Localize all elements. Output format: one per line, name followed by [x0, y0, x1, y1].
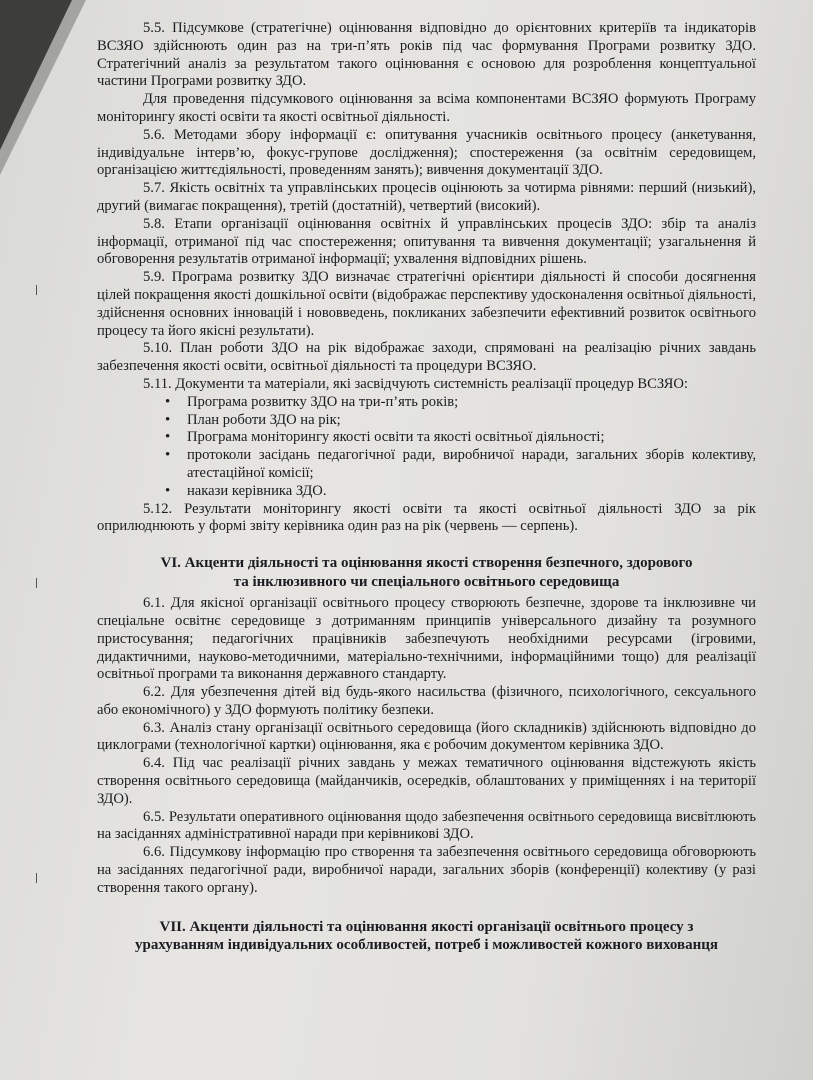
section-7-heading-line1: VII. Акценти діяльності та оцінювання якості організації освітнього процесу з: [159, 918, 694, 935]
paragraph-5-5-continued: Для проведення підсумкового оцінювання за всіма компонентами ВСЗЯО формують Програму моніторингу якості освіти та якості освітньої діяльності.: [97, 91, 756, 125]
paragraph-5-9: 5.9. Програма розвитку ЗДО визначає стратегічні орієнтири діяльності й способи досягнення цілей покращення якості дошкільної освіти (відображає перспективу удосконалення освітньої діяльності, здійснення основних інновацій і нововведень, покликаних забезпечити ефективний розвиток освітнього процесу та його якісні результати).: [97, 269, 756, 339]
paragraph-5-10: 5.10. План роботи ЗДО на рік відображає заходи, спрямовані на реалізацію річних завдань забезпечення якості освіти, освітньої діяльності та процедури ВСЗЯО.: [97, 340, 756, 375]
paragraph-5-11: 5.11. Документи та матеріали, які засвідчують системність реалізації процедур ВСЗЯО:: [143, 375, 688, 392]
margin-mark: [36, 578, 37, 588]
section-6-heading-line1: VI. Акценти діяльності та оцінювання якості створення безпечного, здорового: [160, 555, 693, 572]
paragraph-5-8: 5.8. Етапи організації оцінювання освітніх й управлінських процесів ЗДО: збір та аналіз інформації, отриманої під час спостереження; опитування та вивчення документації; узагальнення й обговорення результатів отриманої інформації; ухвалення відповідних рішень.: [97, 215, 756, 268]
section-6-heading: [97, 554, 756, 591]
list-item: • накази керівника ЗДО.: [187, 483, 756, 501]
list-item: • Програма розвитку ЗДО на три-п’ять років;: [187, 394, 756, 412]
margin-mark: [36, 285, 37, 295]
list-item: • Програма моніторингу якості освіти та якості освітньої діяльності;: [187, 429, 756, 447]
paragraph-6-2: 6.2. Для убезпечення дітей від будь-якого насильства (фізичного, психологічного, сексуального або економічного) у ЗДО формують політику безпеки.: [97, 684, 756, 718]
documents-list: [97, 394, 756, 501]
paragraph-6-5: 6.5. Результати оперативного оцінювання щодо забезпечення освітнього середовища висвітлюють на засіданнях адміністративної наради при керівникові ЗДО.: [97, 808, 756, 843]
section-6-heading-line2: та інклюзивного чи спеціального освітнього середовища: [233, 573, 620, 590]
paragraph-5-7: 5.7. Якість освітніх та управлінських процесів оцінюють за чотирма рівнями: перший (низький), другий (вимагає покращення), третій (достатній), четвертий (високий).: [97, 180, 756, 214]
paragraph-6-1: 6.1. Для якісної організації освітнього процесу створюють безпечне, здорове та інклюзивне чи спеціальне освітнє середовище з дотриманням принципів універсального дизайну та розумного пристосування; педагогічних працівників забезпечують необхідними ресурсами (ігровими, дидактичними, науково-методичними, матеріально-технічними, інформаційними тощо) для реалізації освітньої програми та виконання державного стандарту.: [97, 595, 756, 683]
section-7-heading: [97, 918, 756, 955]
paragraph-6-4: 6.4. Під час реалізації річних завдань у межах тематичного оцінювання відстежують якість створення освітнього середовища (майданчиків, осередків, облаштованих у приміщеннях і на території ЗДО).: [97, 755, 756, 807]
section-7-heading-line2: урахуванням індивідуальних особливостей, потреб і можливостей кожного вихованця: [134, 937, 718, 954]
paragraph-5-12: 5.12. Результати моніторингу якості освіти та якості освітньої діяльності ЗДО за рік оприлюднюють у формі звіту керівника один раз на рік (червень — серпень).: [97, 500, 756, 535]
document-body: [97, 20, 756, 959]
folded-corner: [0, 0, 72, 150]
paragraph-5-6: 5.6. Методами збору інформації є: опитування учасників освітнього процесу (анкетування, індивідуальне інтерв’ю, фокус-групове дослідження); спостереження (за освітнім середовищем, організацією життєдіяльності, проведенням занять); вивчення документації ЗДО.: [97, 126, 756, 179]
paragraph-5-5: 5.5. Підсумкове (стратегічне) оцінювання відповідно до орієнтовних критеріїв та індикаторів ВСЗЯО здійснюють один раз на три-п’ять років під час формування Програми розвитку ЗДО. Стратегічний аналіз за результатом такого оцінювання є основою для розроблення концептуальної частини Програми розвитку ЗДО.: [97, 20, 756, 90]
paragraph-6-6: 6.6. Підсумкову інформацію про створення та забезпечення освітнього середовища обговорюють на засіданнях педагогічної ради, виробничої наради, загальних зборів (конференції) колективу (у разі створення такого органу).: [97, 844, 756, 896]
margin-mark: [36, 873, 37, 883]
list-item: • протоколи засідань педагогічної ради, виробничої наради, загальних зборів колективу, атестаційної комісії;: [187, 447, 756, 483]
list-item: • План роботи ЗДО на рік;: [187, 412, 756, 430]
paragraph-6-3: 6.3. Аналіз стану організації освітнього середовища (його складників) здійснюють відповідно до циклограми (технологічної картки) оцінювання, яка є робочим документом керівника ЗДО.: [97, 719, 756, 754]
